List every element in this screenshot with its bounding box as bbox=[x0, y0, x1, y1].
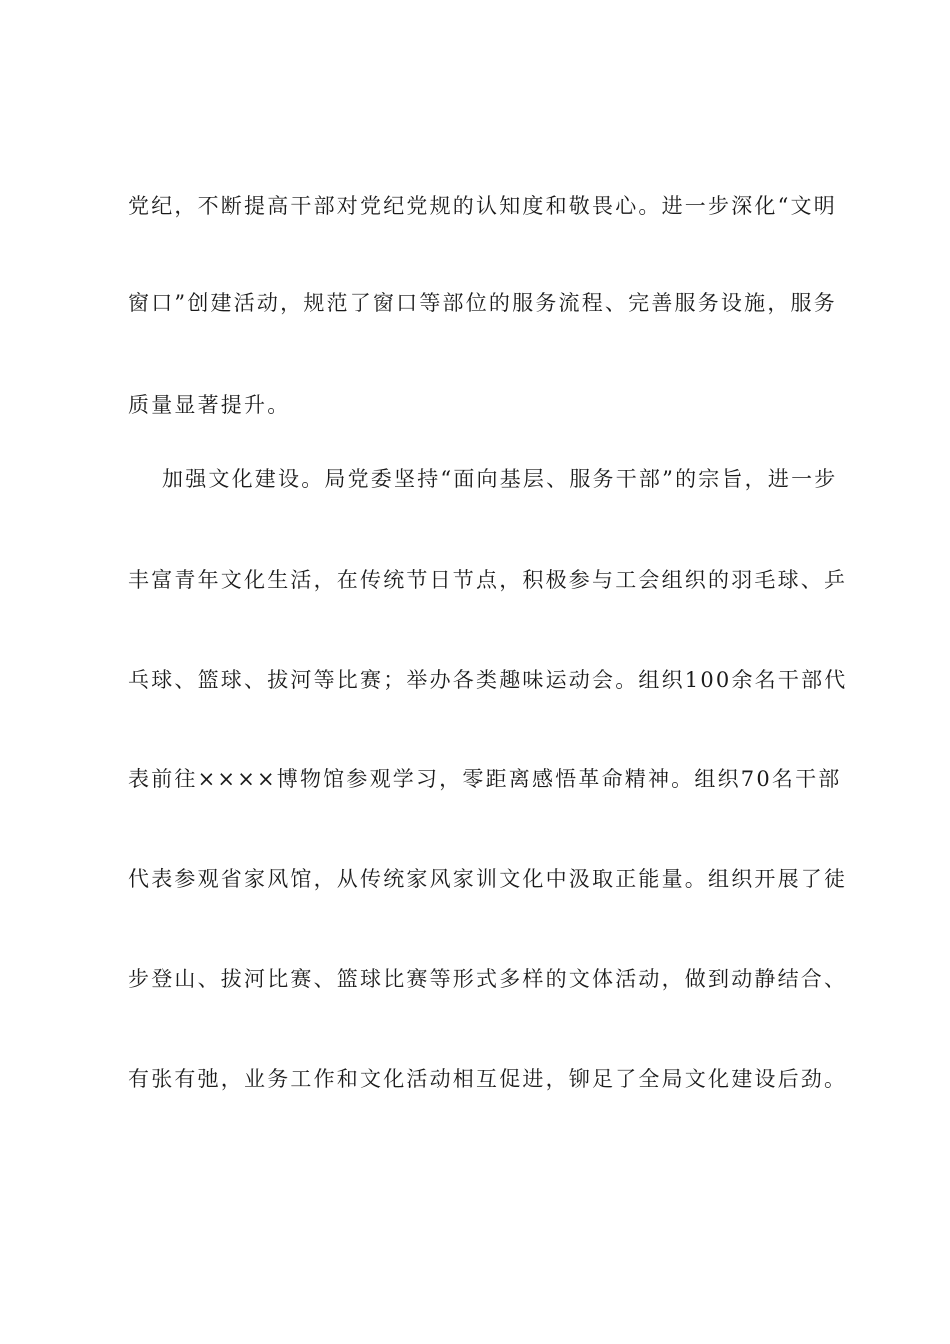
text-line: 代表参观省家风馆，从传统家风家训文化中汲取正能量。组织开展了徒 bbox=[128, 867, 848, 891]
text-line: 步登山、拔河比赛、篮球比赛等形式多样的文体活动，做到动静结合、 bbox=[128, 967, 848, 991]
text-line: 表前往××××博物馆参观学习，零距离感悟革命精神。组织70名干部 bbox=[128, 767, 842, 791]
text-line: 窗口”创建活动，规范了窗口等部位的服务流程、完善服务设施，服务 bbox=[128, 291, 837, 315]
text-line: 有张有弛，业务工作和文化活动相互促进，铆足了全局文化建设后劲。 bbox=[128, 1067, 848, 1091]
text-line: 丰富青年文化生活，在传统节日节点，积极参与工会组织的羽毛球、乒 bbox=[128, 568, 848, 592]
text-line: 党纪，不断提高干部对党纪党规的认知度和敬畏心。进一步深化“文明 bbox=[128, 194, 837, 218]
text-line: 质量显著提升。 bbox=[128, 393, 291, 417]
text-line: 乓球、篮球、拔河等比赛；举办各类趣味运动会。组织100余名干部代 bbox=[128, 668, 848, 692]
paragraph-first-line: 加强文化建设。局党委坚持“面向基层、服务干部”的宗旨，进一步 bbox=[162, 467, 838, 491]
